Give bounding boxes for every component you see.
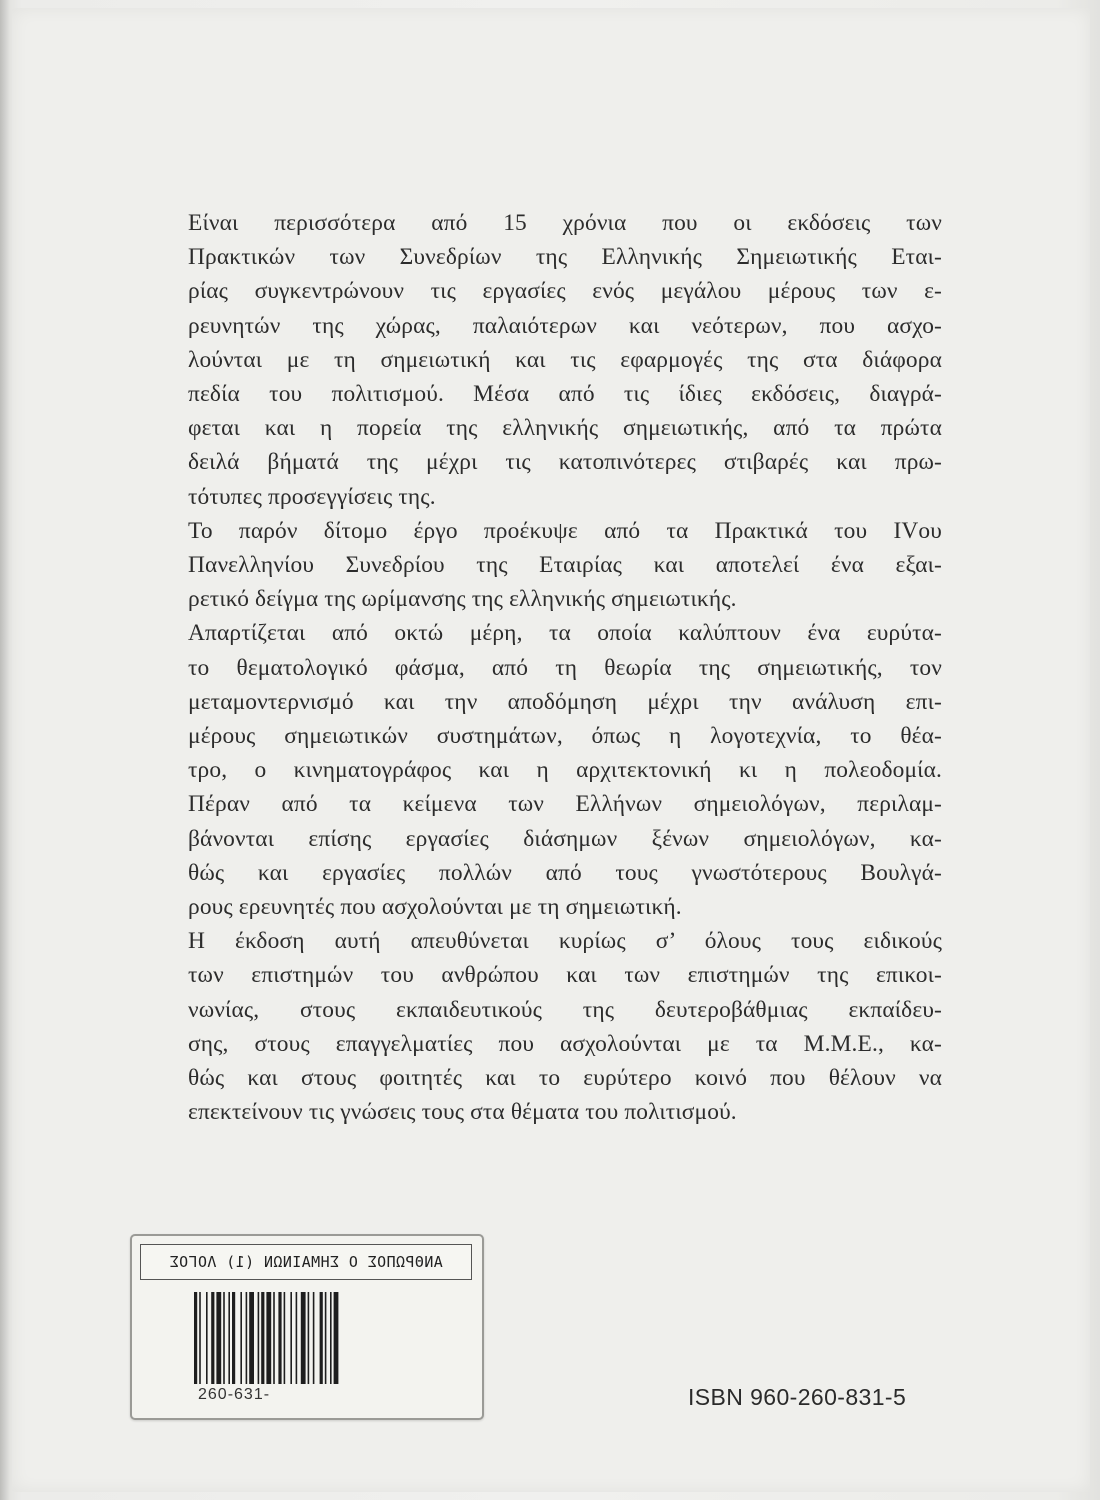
blurb-line: Είναι περισσότερα από 15 χρόνια που οι εκδόσεις των: [188, 210, 942, 236]
blurb-line: το θεματολογικό φάσμα, από τη θεωρία της σημειωτικής, τον: [188, 654, 942, 681]
blurb-line: πεδία του πολιτισμού. Μέσα από τις ίδιες εκδόσεις, διαγρά-: [188, 381, 942, 408]
blurb-line: Πρακτικών των Συνεδρίων της Ελληνικής Σημειωτικής Εται-: [188, 244, 942, 271]
blurb-line: μεταμοντερνισμό και την αποδόμηση μέχρι την ανάλυση επι-: [188, 688, 942, 715]
blurb-line: τρο, ο κινηματογράφος και η αρχιτεκτονική κι η πολεοδομία.: [188, 757, 942, 784]
blurb-line: των επιστημών του ανθρώπου και των επιστημών της επικοι-: [188, 962, 942, 989]
blurb-line: ρους ερευνητές που ασχολούνται με τη σημειωτική.: [188, 894, 682, 921]
blurb-line: βάνονται επίσης εργασίες διάσημων ξένων σημειολόγων, κα-: [188, 825, 942, 852]
blurb-line: σης, στους επαγγελματίες που ασχολούνται με τα Μ.Μ.Ε., κα-: [188, 1030, 942, 1057]
blurb-line: ρευνητών της χώρας, παλαιότερων και νεότερων, που ασχο-: [188, 312, 942, 339]
barcode-icon: [192, 1292, 422, 1384]
blurb-line: δειλά βήματά της μέχρι τις κατοπινότερες στιβαρές και πρω-: [188, 449, 942, 476]
blurb-line: Απαρτίζεται από οκτώ μέρη, τα οποία καλύπτουν ένα ευρύτα-: [188, 620, 942, 647]
sticker-number: 260-631-: [198, 1386, 271, 1403]
blurb-line: νωνίας, στους εκπαιδευτικούς της δευτεροβάθμιας εκπαίδευ-: [188, 996, 942, 1023]
sticker-title: ΑΝΘΡΩΠΟΣ Ο ΣΗΜΑΙΝΩΝ (1) ΛΟΓΟΣ: [169, 1253, 443, 1271]
isbn-label: ISBN 960-260-831-5: [688, 1384, 907, 1410]
blurb-line: Η έκδοση αυτή απευθύνεται κυρίως σ’ όλους τους ειδικούς: [188, 928, 942, 955]
blurb-text: [188, 206, 942, 1129]
blurb-line: ρίας συγκεντρώνουν τις εργασίες ενός μεγάλου μέρους των ε-: [188, 278, 942, 305]
blurb-line: επεκτείνουν τις γνώσεις τους στα θέματα του πολιτισμού.: [188, 1099, 737, 1126]
blurb-line: θώς και στους φοιτητές και το ευρύτερο κοινό που θέλουν να: [188, 1065, 942, 1092]
blurb-line: ρετικό δείγμα της ωρίμανσης της ελληνικής σημειωτικής.: [188, 586, 737, 613]
blurb-line: Πέραν από τα κείμενα των Ελλήνων σημειολόγων, περιλαμ-: [188, 791, 942, 818]
price-barcode-sticker: [130, 1234, 484, 1420]
blurb-line: τότυπες προσεγγίσεις της.: [188, 483, 436, 510]
blurb-line: θώς και εργασίες πολλών από τους γνωστότερους Βουλγά-: [188, 859, 942, 886]
blurb-line: Πανελληνίου Συνεδρίου της Εταιρίας και αποτελεί ένα εξαι-: [188, 552, 942, 579]
back-cover: [12, 8, 1090, 1492]
blurb-line: μέρους σημειωτικών συστημάτων, όπως η λογοτεχνία, το θέα-: [188, 723, 942, 750]
blurb-line: Το παρόν δίτομο έργο προέκυψε από τα Πρακτικά του IVου: [188, 517, 942, 544]
blurb-line: λούνται με τη σημειωτική και τις εφαρμογές της στα διάφορα: [188, 346, 942, 373]
blurb-line: φεται και η πορεία της ελληνικής σημειωτικής, από τα πρώτα: [188, 415, 942, 442]
sticker-title-box: [140, 1244, 472, 1280]
